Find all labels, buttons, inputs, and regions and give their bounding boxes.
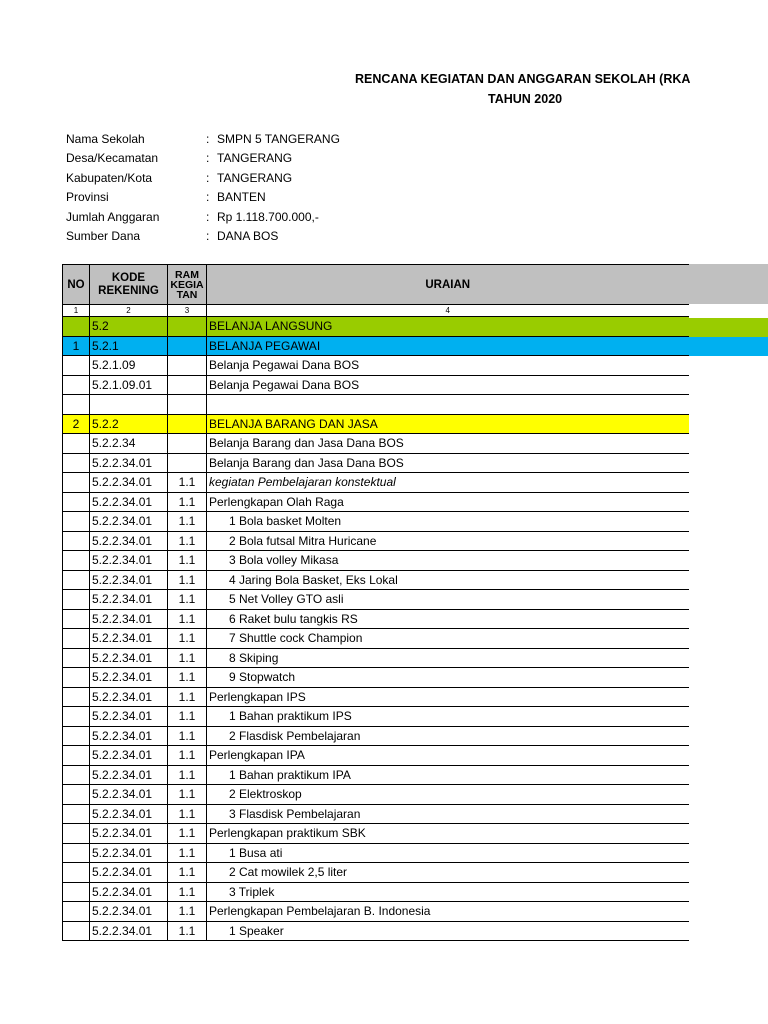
row-ram [168, 434, 207, 454]
info-colon: : [206, 229, 210, 244]
row-ram: 1.1 [168, 863, 207, 883]
row-ram [168, 336, 207, 356]
row-no [63, 902, 90, 922]
row-uraian [207, 395, 689, 415]
row-no: 1 [63, 336, 90, 356]
row-ram: 1.1 [168, 746, 207, 766]
table-row [63, 590, 689, 610]
row-ram: 1.1 [168, 785, 207, 805]
row-no [63, 765, 90, 785]
row-uraian: Belanja Barang dan Jasa Dana BOS [207, 434, 689, 454]
info-row [66, 207, 340, 227]
blue-row-extension [688, 337, 768, 356]
row-uraian: Perlengkapan IPS [207, 687, 689, 707]
row-uraian: kegiatan Pembelajaran konstektual [207, 473, 689, 493]
row-no [63, 668, 90, 688]
row-kode: 5.2.2.34.01 [90, 863, 168, 883]
row-uraian: 3 Bola volley Mikasa [207, 551, 689, 571]
col-number: 3 [168, 305, 207, 317]
info-row [66, 149, 340, 169]
budget-table [62, 264, 688, 941]
row-ram: 1.1 [168, 609, 207, 629]
row-kode [90, 395, 168, 415]
row-kode: 5.2.2.34.01 [90, 473, 168, 493]
table-row [63, 317, 689, 337]
table-row [63, 648, 689, 668]
info-row [66, 188, 340, 208]
row-kode: 5.2.2.34.01 [90, 531, 168, 551]
row-uraian: 1 Bola basket Molten [207, 512, 689, 532]
row-uraian: 5 Net Volley GTO asli [207, 590, 689, 610]
row-uraian: Perlengkapan Olah Raga [207, 492, 689, 512]
info-value: TANGERANG [217, 151, 293, 166]
row-kode: 5.2 [90, 317, 168, 337]
row-no [63, 492, 90, 512]
row-kode: 5.2.2.34.01 [90, 765, 168, 785]
row-uraian: 2 Elektroskop [207, 785, 689, 805]
row-uraian: Belanja Barang dan Jasa Dana BOS [207, 453, 689, 473]
row-no [63, 746, 90, 766]
row-ram: 1.1 [168, 473, 207, 493]
row-no: 2 [63, 414, 90, 434]
info-value: BANTEN [217, 190, 266, 205]
row-uraian: BELANJA BARANG DAN JASA [207, 414, 689, 434]
row-uraian: 3 Flasdisk Pembelajaran [207, 804, 689, 824]
row-kode: 5.2.2.34.01 [90, 687, 168, 707]
row-no [63, 863, 90, 883]
row-uraian: BELANJA PEGAWAI [207, 336, 689, 356]
info-colon: : [206, 151, 210, 166]
row-ram: 1.1 [168, 707, 207, 727]
table-row [63, 746, 689, 766]
info-colon: : [206, 131, 210, 146]
row-uraian: Belanja Pegawai Dana BOS [207, 356, 689, 376]
row-ram: 1.1 [168, 629, 207, 649]
table-row [63, 531, 689, 551]
row-ram: 1.1 [168, 551, 207, 571]
row-no [63, 551, 90, 571]
info-value: TANGERANG [217, 170, 293, 185]
table-row [63, 492, 689, 512]
table-row [63, 336, 689, 356]
table-row [63, 707, 689, 727]
row-no [63, 785, 90, 805]
info-label: Kabupaten/Kota [66, 170, 153, 185]
table-row [63, 551, 689, 571]
green-row-extension [688, 318, 768, 337]
row-uraian: 1 Bahan praktikum IPA [207, 765, 689, 785]
row-uraian: 2 Flasdisk Pembelajaran [207, 726, 689, 746]
row-uraian: 7 Shuttle cock Champion [207, 629, 689, 649]
row-ram: 1.1 [168, 843, 207, 863]
table-row [63, 395, 689, 415]
info-value: Rp 1.118.700.000,- [217, 209, 319, 224]
table-row [63, 609, 689, 629]
row-ram: 1.1 [168, 648, 207, 668]
table-row [63, 512, 689, 532]
row-ram [168, 414, 207, 434]
row-kode: 5.2.2.34.01 [90, 453, 168, 473]
table-row [63, 843, 689, 863]
table-row [63, 434, 689, 454]
row-no [63, 882, 90, 902]
row-uraian: 1 Bahan praktikum IPS [207, 707, 689, 727]
row-no [63, 804, 90, 824]
row-uraian: 6 Raket bulu tangkis RS [207, 609, 689, 629]
header-uraian: URAIAN [207, 265, 689, 305]
info-value: DANA BOS [217, 229, 279, 244]
row-uraian: 1 Speaker [207, 921, 689, 941]
row-no [63, 609, 90, 629]
row-no [63, 531, 90, 551]
header-fill-extension [688, 264, 768, 304]
row-ram [168, 453, 207, 473]
row-kode: 5.2.2.34.01 [90, 648, 168, 668]
row-kode: 5.2.2.34.01 [90, 512, 168, 532]
row-ram: 1.1 [168, 687, 207, 707]
info-row [66, 129, 340, 149]
row-ram: 1.1 [168, 512, 207, 532]
table-row [63, 356, 689, 376]
row-kode: 5.2.1.09 [90, 356, 168, 376]
row-no [63, 512, 90, 532]
row-kode: 5.2.2.34.01 [90, 804, 168, 824]
school-info [66, 129, 340, 246]
row-ram [168, 395, 207, 415]
header-kode-rekening: KODE REKENING [90, 265, 168, 305]
row-uraian: 2 Cat mowilek 2,5 liter [207, 863, 689, 883]
info-value: SMPN 5 TANGERANG [217, 131, 340, 146]
row-kode: 5.2.2.34.01 [90, 746, 168, 766]
row-ram: 1.1 [168, 804, 207, 824]
row-uraian: 8 Skiping [207, 648, 689, 668]
row-ram: 1.1 [168, 570, 207, 590]
row-kode: 5.2.2.34.01 [90, 902, 168, 922]
row-ram: 1.1 [168, 765, 207, 785]
row-no [63, 921, 90, 941]
row-kode: 5.2.2.34 [90, 434, 168, 454]
row-no [63, 707, 90, 727]
row-kode: 5.2.2.34.01 [90, 609, 168, 629]
table-row [63, 375, 689, 395]
row-ram: 1.1 [168, 921, 207, 941]
row-no [63, 648, 90, 668]
col-number: 4 [207, 305, 689, 317]
row-uraian: BELANJA LANGSUNG [207, 317, 689, 337]
row-ram [168, 375, 207, 395]
row-ram [168, 317, 207, 337]
row-no [63, 843, 90, 863]
row-kode: 5.2.2.34.01 [90, 843, 168, 863]
table-row [63, 765, 689, 785]
info-colon: : [206, 170, 210, 185]
row-uraian: 1 Busa ati [207, 843, 689, 863]
info-label: Nama Sekolah [66, 131, 145, 146]
row-uraian: Perlengkapan IPA [207, 746, 689, 766]
row-uraian: Belanja Pegawai Dana BOS [207, 375, 689, 395]
row-no [63, 356, 90, 376]
row-no [63, 629, 90, 649]
row-uraian: Perlengkapan praktikum SBK [207, 824, 689, 844]
header-no: NO [63, 265, 90, 305]
row-kode: 5.2.2.34.01 [90, 492, 168, 512]
row-ram: 1.1 [168, 882, 207, 902]
table-row [63, 570, 689, 590]
row-kode: 5.2.2.34.01 [90, 921, 168, 941]
table-row [63, 804, 689, 824]
row-no [63, 375, 90, 395]
row-ram: 1.1 [168, 531, 207, 551]
table-row [63, 453, 689, 473]
row-ram: 1.1 [168, 492, 207, 512]
row-no [63, 687, 90, 707]
row-kode: 5.2.2.34.01 [90, 824, 168, 844]
table-row [63, 629, 689, 649]
row-kode: 5.2.2 [90, 414, 168, 434]
row-no [63, 453, 90, 473]
info-row [66, 168, 340, 188]
row-kode: 5.2.1 [90, 336, 168, 356]
table-row [63, 882, 689, 902]
row-uraian: Perlengkapan Pembelajaran B. Indonesia [207, 902, 689, 922]
table-row [63, 726, 689, 746]
row-no [63, 824, 90, 844]
table-row [63, 473, 689, 493]
row-no [63, 317, 90, 337]
row-ram: 1.1 [168, 668, 207, 688]
document-year: TAHUN 2020 [488, 92, 563, 106]
info-label: Provinsi [66, 190, 109, 205]
row-kode: 5.2.2.34.01 [90, 882, 168, 902]
table-row [63, 921, 689, 941]
row-no [63, 395, 90, 415]
info-row [66, 227, 340, 247]
row-ram: 1.1 [168, 824, 207, 844]
info-label: Desa/Kecamatan [66, 151, 159, 166]
row-kode: 5.2.2.34.01 [90, 551, 168, 571]
row-kode: 5.2.2.34.01 [90, 590, 168, 610]
col-number: 1 [63, 305, 90, 317]
row-no [63, 434, 90, 454]
row-kode: 5.2.2.34.01 [90, 570, 168, 590]
info-label: Jumlah Anggaran [66, 209, 160, 224]
row-no [63, 570, 90, 590]
row-ram: 1.1 [168, 726, 207, 746]
document-title: RENCANA KEGIATAN DAN ANGGARAN SEKOLAH (RKA [355, 72, 691, 86]
info-label: Sumber Dana [66, 229, 141, 244]
row-kode: 5.2.2.34.01 [90, 668, 168, 688]
table-row [63, 687, 689, 707]
table-row [63, 785, 689, 805]
row-kode: 5.2.2.34.01 [90, 707, 168, 727]
row-kode: 5.2.2.34.01 [90, 629, 168, 649]
header-ram-kegiatan: RAM KEGIA TAN [168, 265, 207, 305]
row-kode: 5.2.1.09.01 [90, 375, 168, 395]
row-uraian: 2 Bola futsal Mitra Huricane [207, 531, 689, 551]
row-no [63, 590, 90, 610]
col-number: 2 [90, 305, 168, 317]
row-no [63, 726, 90, 746]
row-ram: 1.1 [168, 902, 207, 922]
row-ram [168, 356, 207, 376]
table-row [63, 414, 689, 434]
info-colon: : [206, 209, 210, 224]
row-uraian: 4 Jaring Bola Basket, Eks Lokal [207, 570, 689, 590]
row-uraian: 9 Stopwatch [207, 668, 689, 688]
table-row [63, 668, 689, 688]
row-kode: 5.2.2.34.01 [90, 785, 168, 805]
table-row [63, 863, 689, 883]
row-kode: 5.2.2.34.01 [90, 726, 168, 746]
table-row [63, 824, 689, 844]
info-colon: : [206, 190, 210, 205]
row-no [63, 473, 90, 493]
table-row [63, 902, 689, 922]
row-uraian: 3 Triplek [207, 882, 689, 902]
row-ram: 1.1 [168, 590, 207, 610]
